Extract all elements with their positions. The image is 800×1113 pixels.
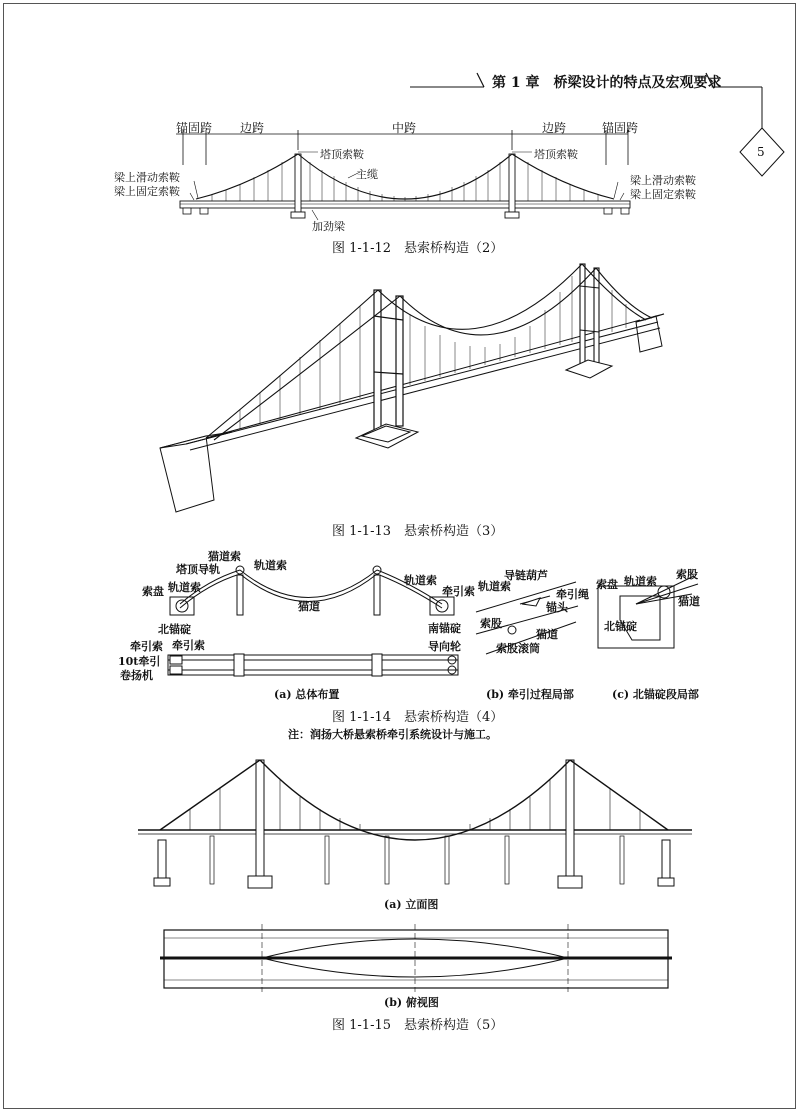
fig14b-subcaption: (b) 牵引过程局部 [486,688,574,701]
fig14c-north-anchor: 北锚碇 [604,620,637,633]
fig14b-strand-roller: 索股滚筒 [496,642,540,655]
fig12-tower-saddle-right: 塔顶索鞍 [534,148,578,161]
fig14a-subcaption: (a) 总体布置 [274,688,340,701]
fig14b-catwalk: 猫道 [536,628,558,641]
fig12-tower-saddle-left: 塔顶索鞍 [320,148,364,161]
fig15b-subcaption: (b) 俯视图 [384,996,439,1009]
fig15-caption: 图 1-1-15 悬索桥构造（5） [332,1018,504,1033]
fig14b-track-cable: 轨道索 [478,580,511,593]
fig12-stiffening-girder: 加劲梁 [312,220,345,233]
fig14a-track-cable-left: 轨道索 [168,581,201,594]
fig14c-subcaption: (c) 北锚碇段局部 [612,688,699,701]
fig12-span-anchor-right: 锚固跨 [602,121,639,135]
fig14a-guide-wheel: 导向轮 [428,640,461,653]
fig12-span-side-right: 边跨 [542,121,567,135]
fig14a-winch-line1: 10t牵引 [118,655,161,668]
fig12-sliding-saddle-left: 梁上滑动索鞍 [114,171,180,184]
page-number: 5 [757,145,765,159]
fig14a-traction-cable-right: 牵引索 [442,585,475,598]
fig12-sliding-saddle-right: 梁上滑动索鞍 [630,174,696,187]
fig14a-track-cable-top: 轨道索 [254,559,287,572]
fig14b-anchor-head: 锚头 [546,601,568,614]
fig14a-cable-reel: 索盘 [142,585,164,598]
fig14b-chain-hoist: 导链葫芦 [504,569,548,582]
fig14a-south-anchor: 南锚碇 [428,622,461,635]
fig14a-traction-cable-2: 牵引索 [172,639,205,652]
fig13-caption: 图 1-1-13 悬索桥构造（3） [332,524,504,539]
fig12-span-center: 中跨 [392,121,417,135]
fig12-caption: 图 1-1-12 悬索桥构造（2） [332,241,504,256]
fig12-fixed-saddle-right: 梁上固定索鞍 [630,188,696,201]
fig14c-track-cable: 轨道索 [624,575,657,588]
fig15a-subcaption: (a) 立面图 [384,898,439,911]
fig14c-strand: 索股 [676,568,698,581]
fig12-span-anchor-left: 锚固跨 [176,121,213,135]
fig14a-winch-line2: 卷扬机 [120,669,153,682]
fig12-main-cable: 主缆 [356,168,378,181]
chapter-title: 第 1 章 桥梁设计的特点及宏观要求 [492,75,722,91]
fig14c-cable-reel: 索盘 [596,578,618,591]
fig14a-traction-cable-1: 牵引索 [130,640,163,653]
fig14a-track-cable-right: 轨道索 [404,574,437,587]
fig12-fixed-saddle-left: 梁上固定索鞍 [114,185,180,198]
fig14a-north-anchor: 北锚碇 [158,623,191,636]
fig14a-tower-guide-rail: 塔顶导轨 [176,563,220,576]
fig14-caption: 图 1-1-14 悬索桥构造（4） [332,710,504,725]
fig14-note: 注：润扬大桥悬索桥牵引系统设计与施工。 [288,728,497,741]
fig14b-strand: 索股 [480,617,502,630]
fig14a-catwalk-cable: 猫道索 [208,550,241,563]
fig14b-traction-rope: 牵引绳 [556,588,589,601]
fig12-span-side-left: 边跨 [240,121,265,135]
fig14a-catwalk: 猫道 [298,600,320,613]
fig14c-catwalk: 猫道 [678,595,700,608]
